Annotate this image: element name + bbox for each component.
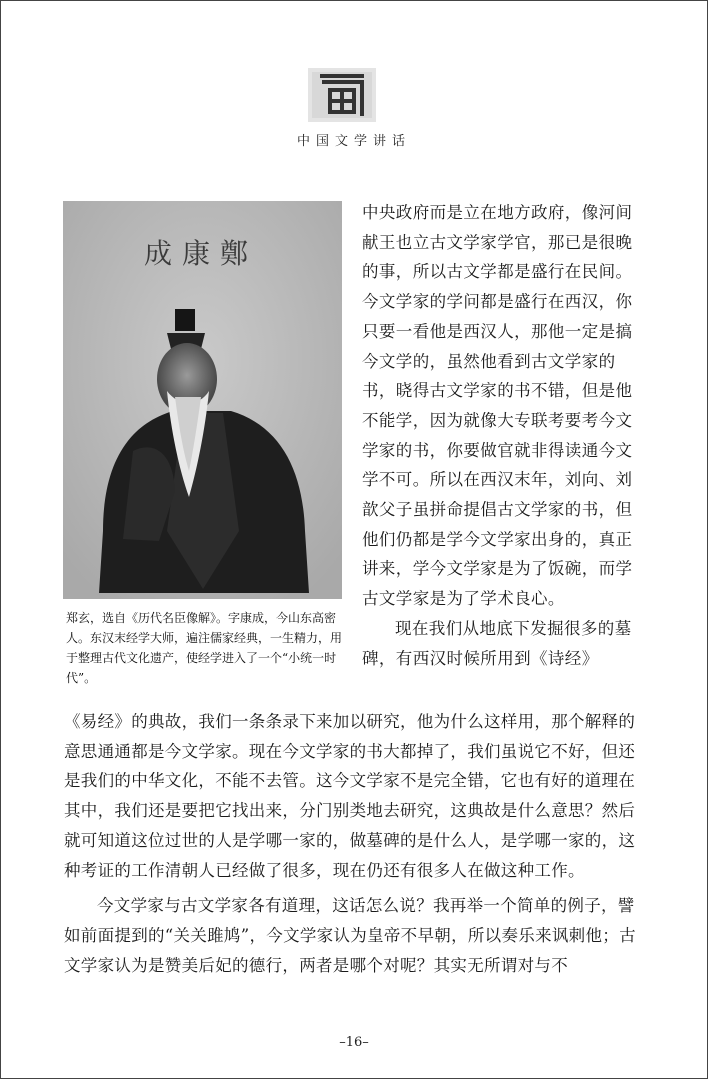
paragraph: 《易经》的典故，我们一条条录下来加以研究，他为什么这样用，那个解释的意思通通都是今文学家。现在今文学家的书大都掉了，我们虽说它不好，但还是我们的中华文化，不能不去管。这今文学家不是完全错，它也有好的道理在其中，我们还是要把它找出来，分门别类地去研究，这典故是什么意思？然后就可知道这位过世的人是学哪一家的，做墓碑的是什么人，是学哪一家的，这种考证的工作清朝人已经做了很多，现在仍还有很多人在做这种工作。 <box>64 712 636 880</box>
seal-logo-icon <box>308 68 376 122</box>
running-header-title: 中国文学讲话 <box>296 134 411 149</box>
paragraph: 中央政府而是立在地方政府，像河间献王也立古文学家学官，那已是很晚的事，所以古文学都是盛行在民间。今文学家的学问都是盛行在西汉，你只要一看他是西汉人，那他一定是搞今文学的，虽然他看到古文学家的书，晓得古文学家的书不错，但是他不能学，因为就像大专联考要考今文学家的书，你要做官就非得读通今文学不可。所以在西汉末年，刘向、刘歆父子虽拼命提倡古文学家的书，但他们仍都是学今文学家出身的，真正讲来，学今文学家是为了饭碗，而学古文学家是为了学术良心。 <box>362 203 633 609</box>
page-number: –16– <box>339 1035 369 1050</box>
paragraph: 今文学家与古文学家各有道理，这话怎么说？我再举一个简单的例子，譬如前面提到的“关关雎鸠”，今文学家认为皇帝不早朝，所以奏乐来讽刺他；古文学家认为是赞美后妃的德行，两者是哪个对呢？其实无所谓对与不 <box>64 896 636 975</box>
portrait-calligraphy: 成康鄭 <box>143 237 259 270</box>
column-text <box>362 198 644 673</box>
portrait-image <box>63 201 342 599</box>
full-width-text <box>64 707 644 980</box>
paragraph: 现在我们从地底下发掘很多的墓碑，有西汉时候所用到《诗经》 <box>362 618 632 668</box>
figure-caption: 郑玄，选自《历代名臣像解》。字康成，今山东高密人。东汉末经学大师，遍注儒家经典，一生精力，用于整理古代文化遗产，使经学进入了一个“小统一时代”。 <box>66 611 343 685</box>
